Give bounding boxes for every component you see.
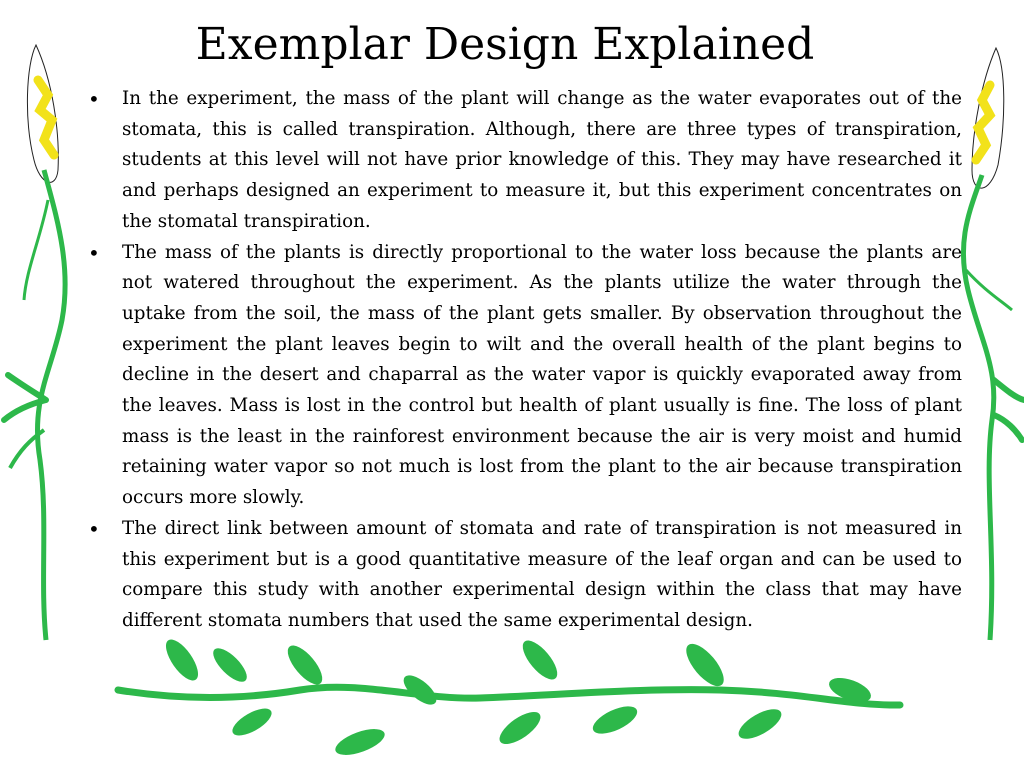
bottom-vine <box>118 635 900 761</box>
right-stem <box>963 175 993 640</box>
bullet-item: • The mass of the plants is directly proportional to the water loss because the plants are not watered throughout the experiment. As the plants utilize the water through the uptake from the soil, the mass of the plant gets smaller. By observation throughout the experiment the plant leaves begin to wilt and the overall health of the plant begins to decline in the desert and chaparral as the water vapor is quickly evaporated away from the leaves. Mass is lost in the control but health of plant usually is fine. The loss of plant mass is the least in the rainforest environment because the air is very moist and humid retaining water vapor so not much is lost from the plant to the air because transpiration occurs more slowly. <box>88 238 962 514</box>
bullet-list <box>88 84 962 637</box>
left-stem <box>37 170 65 640</box>
slide-title: Exemplar Design Explained <box>195 19 815 70</box>
bullet-item: • In the experiment, the mass of the plant will change as the water evaporates out of the stomata, this is called transpiration. Although, there are three types of transpiration, students at this level will not have prior knowledge of this. They may have researched it and perhaps designed an experiment to measure it, but this experiment concentrates on the stomatal transpiration. <box>88 84 962 238</box>
bullet-item: • The direct link between amount of stomata and rate of transpiration is not measured in this experiment but is a good quantitative measure of the leaf organ and can be used to compare this study with another experimental design within the class that may have different stomata numbers that used the same experimental design. <box>88 514 962 637</box>
